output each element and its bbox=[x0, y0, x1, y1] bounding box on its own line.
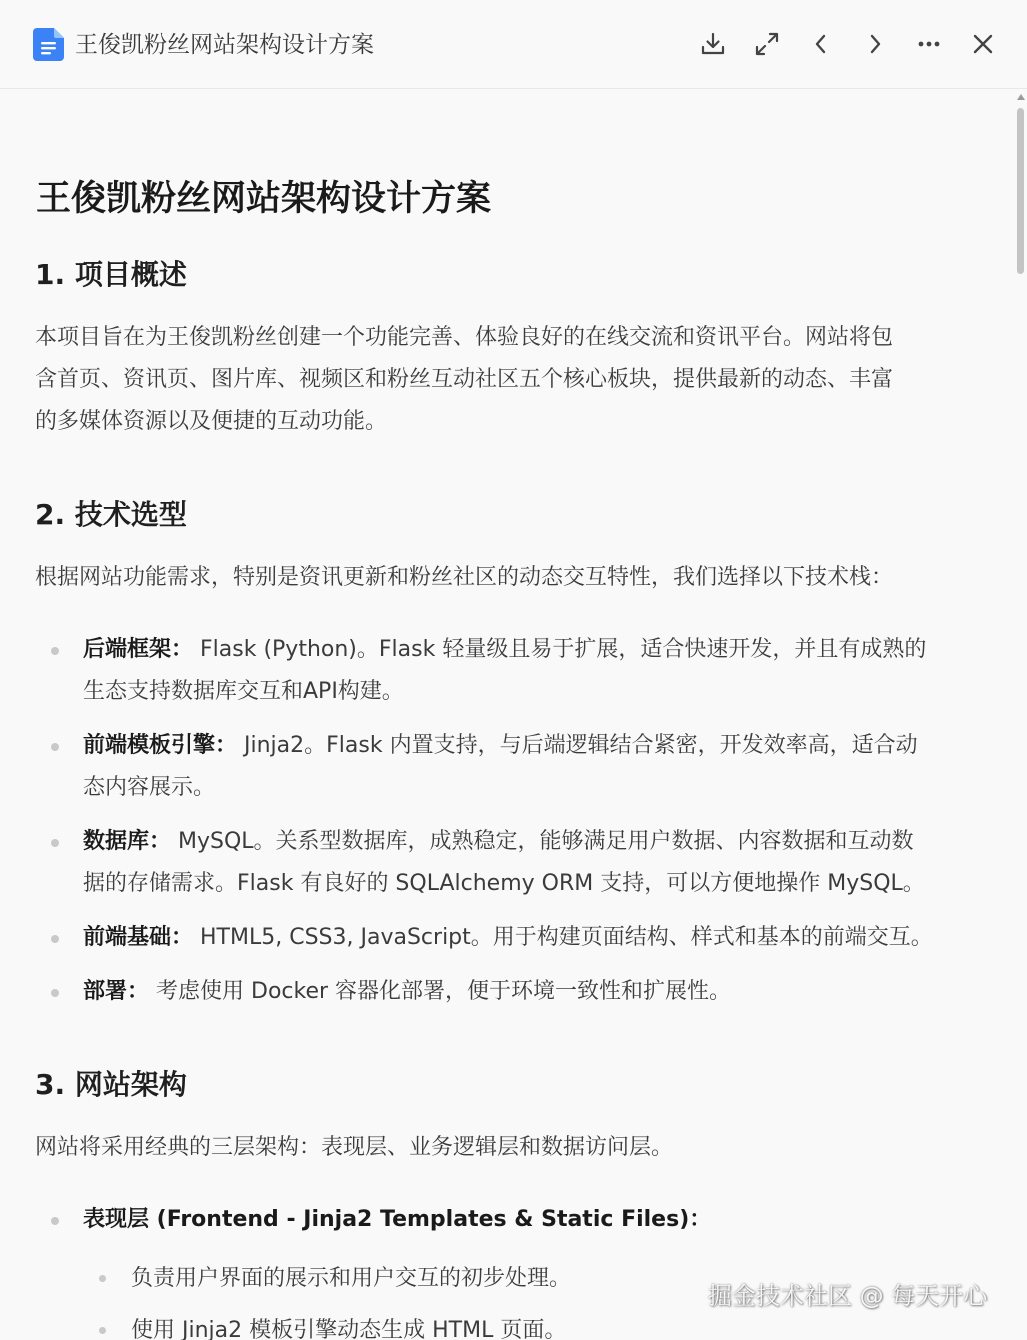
chevron-left-icon bbox=[807, 30, 835, 58]
list-item bbox=[83, 821, 914, 863]
document-icon bbox=[33, 28, 64, 61]
section-heading-tech-stack: 2. 技术选型 bbox=[35, 498, 187, 531]
title-bar bbox=[0, 0, 1027, 89]
list-item-text: HTML5, CSS3, JavaScript。用于构建页面结构、样式和基本的前端交互。 bbox=[193, 925, 933, 950]
list-item-label: 部署： bbox=[83, 979, 150, 1004]
list-item bbox=[83, 917, 933, 959]
bullet-dot bbox=[51, 647, 59, 655]
list-item-continuation: 态内容展示。 bbox=[83, 775, 216, 800]
close-button[interactable] bbox=[965, 26, 1001, 62]
more-icon bbox=[915, 30, 943, 58]
expand-icon bbox=[753, 30, 781, 58]
vertical-scrollbar[interactable] bbox=[1014, 90, 1027, 1340]
paragraph-line: 含首页、资讯页、图片库、视频区和粉丝互动社区五个核心板块，提供最新的动态、丰富 bbox=[35, 367, 894, 392]
sub-list-item: 负责用户界面的展示和用户交互的初步处理。 bbox=[131, 1266, 572, 1291]
list-item-label: 前端模板引擎： bbox=[83, 733, 238, 758]
list-item-text: Flask (Python)。Flask 轻量级且易于扩展，适合快速开发，并且有成熟的 bbox=[193, 637, 927, 662]
next-button[interactable] bbox=[857, 26, 893, 62]
close-icon bbox=[969, 30, 997, 58]
bullet-dot bbox=[51, 743, 59, 751]
sub-list-item: 使用 Jinja2 模板引擎动态生成 HTML 页面。 bbox=[131, 1318, 567, 1340]
list-item-text: 考虑使用 Docker 容器化部署，便于环境一致性和扩展性。 bbox=[149, 979, 732, 1004]
list-item-continuation: 生态支持数据库交互和API构建。 bbox=[83, 679, 404, 704]
paragraph-line: 本项目旨在为王俊凯粉丝创建一个功能完善、体验良好的在线交流和资讯平台。网站将包 bbox=[35, 325, 894, 350]
list-item-continuation: 据的存储需求。Flask 有良好的 SQLAlchemy ORM 支持，可以方便地操作 MySQL。 bbox=[83, 871, 925, 896]
list-item-label: 后端框架： bbox=[83, 637, 194, 662]
paragraph-line: 的多媒体资源以及便捷的互动功能。 bbox=[35, 409, 388, 434]
bullet-dot bbox=[51, 1217, 59, 1225]
document-content bbox=[0, 90, 1014, 1340]
document-heading: 王俊凯粉丝网站架构设计方案 bbox=[36, 179, 492, 219]
list-item-label: 前端基础： bbox=[83, 925, 194, 950]
paragraph-line: 根据网站功能需求，特别是资讯更新和粉丝社区的动态交互特性，我们选择以下技术栈： bbox=[35, 565, 894, 590]
list-item bbox=[83, 725, 918, 767]
list-item-label: 表现层 (Frontend - Jinja2 Templates & Static Files)： bbox=[83, 1207, 712, 1232]
list-item bbox=[83, 971, 731, 1013]
expand-button[interactable] bbox=[749, 26, 785, 62]
bullet-dot bbox=[51, 989, 59, 997]
list-item bbox=[83, 629, 926, 671]
download-icon bbox=[699, 30, 727, 58]
list-item-text: Jinja2。Flask 内置支持，与后端逻辑结合紧密，开发效率高，适合动 bbox=[237, 733, 918, 758]
list-item-text: MySQL。关系型数据库，成熟稳定，能够满足用户数据、内容数据和互动数 bbox=[171, 829, 914, 854]
list-item bbox=[83, 1199, 711, 1241]
bullet-dot bbox=[99, 1275, 106, 1282]
download-button[interactable] bbox=[695, 26, 731, 62]
list-item-label: 数据库： bbox=[83, 829, 172, 854]
section-heading-overview: 1. 项目概述 bbox=[35, 258, 187, 291]
scrollbar-thumb[interactable] bbox=[1017, 108, 1024, 274]
bullet-dot bbox=[99, 1327, 106, 1334]
window-title: 王俊凯粉丝网站架构设计方案 bbox=[75, 32, 374, 58]
paragraph-line: 网站将采用经典的三层架构：表现层、业务逻辑层和数据访问层。 bbox=[35, 1135, 674, 1160]
bullet-dot bbox=[51, 839, 59, 847]
watermark: 掘金技术社区 @ 每天开心 bbox=[708, 1282, 988, 1310]
bullet-dot bbox=[51, 935, 59, 943]
chevron-right-icon bbox=[861, 30, 889, 58]
scroll-up-arrow-icon[interactable] bbox=[1017, 94, 1025, 100]
more-button[interactable] bbox=[911, 26, 947, 62]
section-heading-architecture: 3. 网站架构 bbox=[35, 1068, 187, 1101]
previous-button[interactable] bbox=[803, 26, 839, 62]
